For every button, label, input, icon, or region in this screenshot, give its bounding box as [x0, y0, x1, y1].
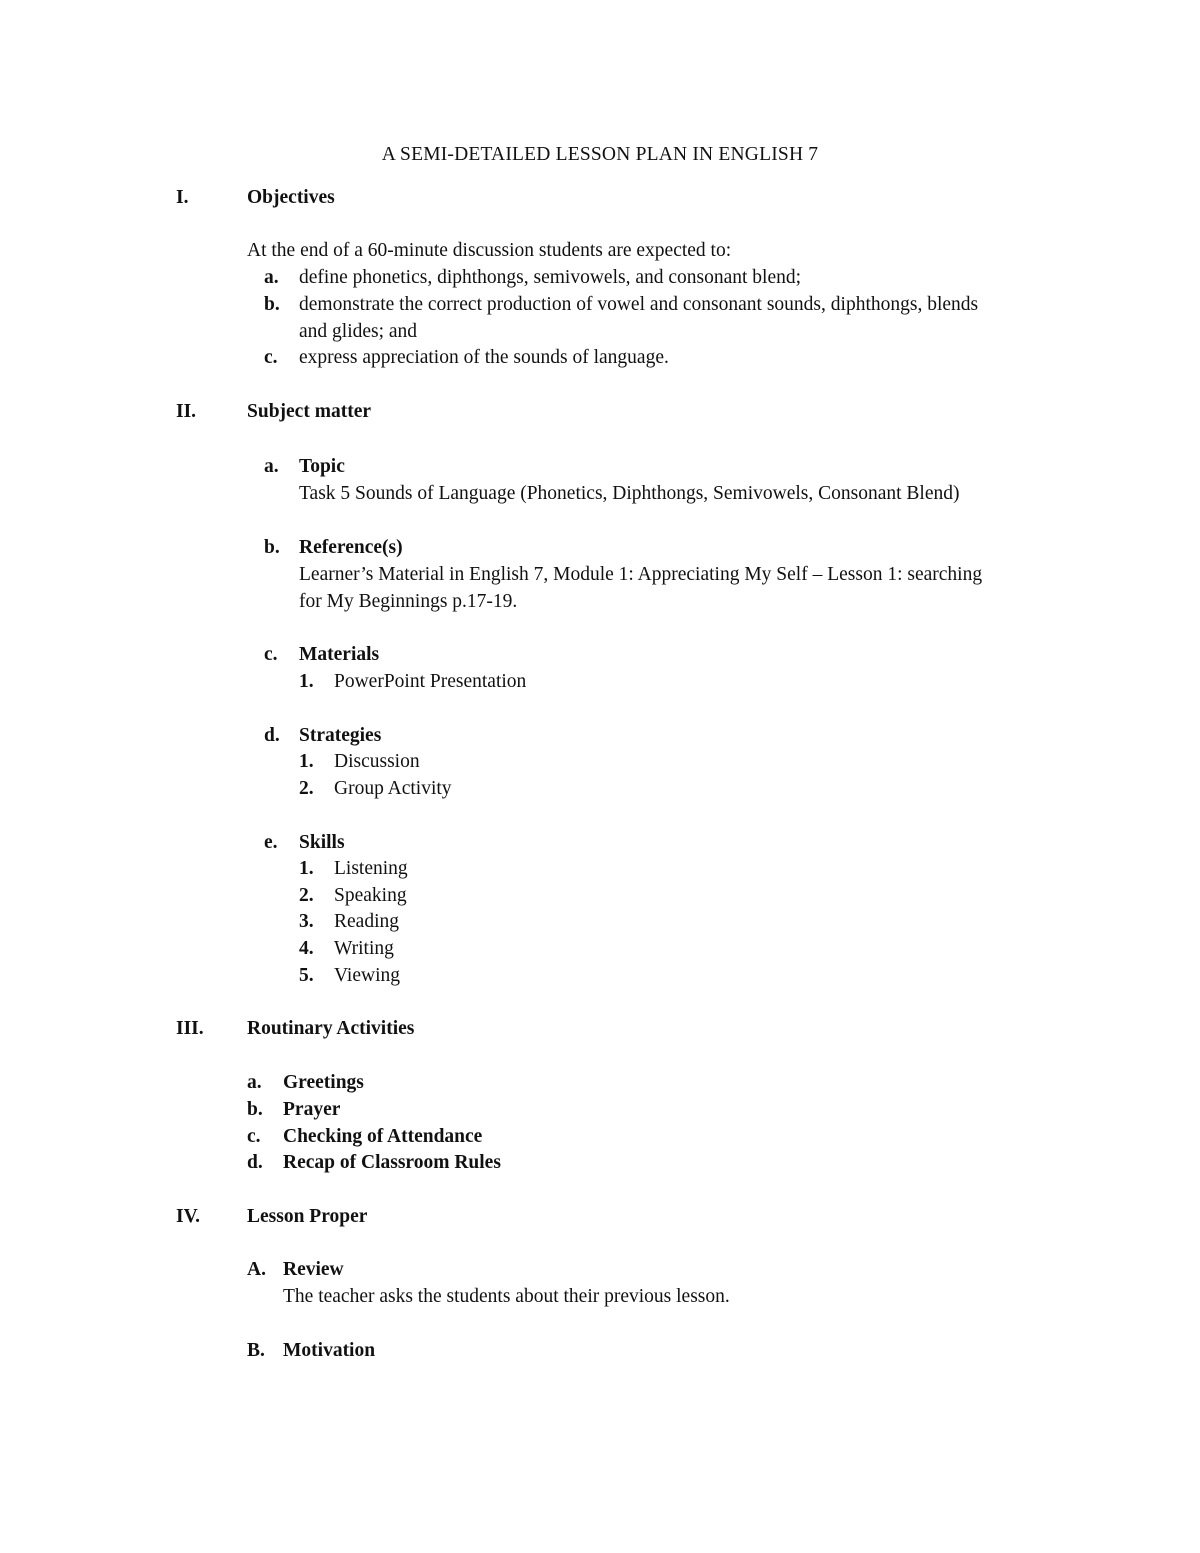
topic-marker: a. [264, 456, 279, 477]
routinary-marker: c. [247, 1126, 261, 1147]
routinary-heading: Routinary Activities [247, 1018, 415, 1039]
strategies-item-text: Group Activity [334, 778, 452, 799]
materials-item-text: PowerPoint Presentation [334, 671, 527, 692]
routinary-item: Checking of Attendance [283, 1126, 483, 1147]
materials-item-num: 1. [299, 671, 314, 692]
routinary-marker: a. [247, 1072, 262, 1093]
review-text: The teacher asks the students about their previous lesson. [283, 1286, 730, 1307]
strategies-item-num: 2. [299, 778, 314, 799]
lesson-proper-heading: Lesson Proper [247, 1206, 368, 1227]
subject-matter-heading: Subject matter [247, 401, 371, 422]
skills-item-num: 3. [299, 911, 314, 932]
skills-item-num: 4. [299, 938, 314, 959]
strategies-item-text: Discussion [334, 751, 420, 772]
objective-text-b-line2: and glides; and [299, 321, 418, 342]
page-title: A SEMI-DETAILED LESSON PLAN IN ENGLISH 7 [381, 144, 819, 165]
topic-text: Task 5 Sounds of Language (Phonetics, Diphthongs, Semivowels, Consonant Blend) [299, 483, 960, 504]
strategies-label: Strategies [299, 725, 382, 746]
review-marker: A. [247, 1259, 266, 1280]
skills-label: Skills [299, 832, 345, 853]
section-number-iv: IV. [176, 1206, 201, 1227]
skills-item-text: Writing [334, 938, 394, 959]
strategies-marker: d. [264, 725, 280, 746]
objective-marker-c: c. [264, 347, 278, 368]
skills-item-num: 2. [299, 885, 314, 906]
section-number-i: I. [176, 187, 189, 208]
section-number-ii: II. [176, 401, 197, 422]
review-label: Review [283, 1259, 344, 1280]
skills-item-text: Speaking [334, 885, 407, 906]
skills-marker: e. [264, 832, 278, 853]
routinary-marker: b. [247, 1099, 263, 1120]
motivation-label: Motivation [283, 1340, 376, 1361]
objective-text-b-line1: demonstrate the correct production of vowel and consonant sounds, diphthongs, blends [299, 294, 979, 315]
objectives-intro: At the end of a 60-minute discussion students are expected to: [247, 240, 732, 261]
routinary-marker: d. [247, 1152, 263, 1173]
motivation-marker: B. [247, 1340, 265, 1361]
routinary-item: Prayer [283, 1099, 341, 1120]
strategies-item-num: 1. [299, 751, 314, 772]
reference-text-line2: for My Beginnings p.17-19. [299, 591, 518, 612]
objective-marker-a: a. [264, 267, 279, 288]
materials-label: Materials [299, 644, 380, 665]
objective-marker-b: b. [264, 294, 280, 315]
skills-item-text: Viewing [334, 965, 400, 986]
materials-marker: c. [264, 644, 278, 665]
reference-marker: b. [264, 537, 280, 558]
skills-item-num: 1. [299, 858, 314, 879]
objectives-heading: Objectives [247, 187, 335, 208]
reference-label: Reference(s) [299, 537, 403, 558]
objective-text-c: express appreciation of the sounds of language. [299, 347, 669, 368]
objective-text-a: define phonetics, diphthongs, semivowels, and consonant blend; [299, 267, 802, 288]
skills-item-num: 5. [299, 965, 314, 986]
reference-text-line1: Learner’s Material in English 7, Module 1: Appreciating My Self – Lesson 1: searching [299, 564, 983, 585]
skills-item-text: Reading [334, 911, 399, 932]
routinary-item: Greetings [283, 1072, 364, 1093]
topic-label: Topic [299, 456, 345, 477]
routinary-item: Recap of Classroom Rules [283, 1152, 501, 1173]
skills-item-text: Listening [334, 858, 408, 879]
section-number-iii: III. [176, 1018, 204, 1039]
